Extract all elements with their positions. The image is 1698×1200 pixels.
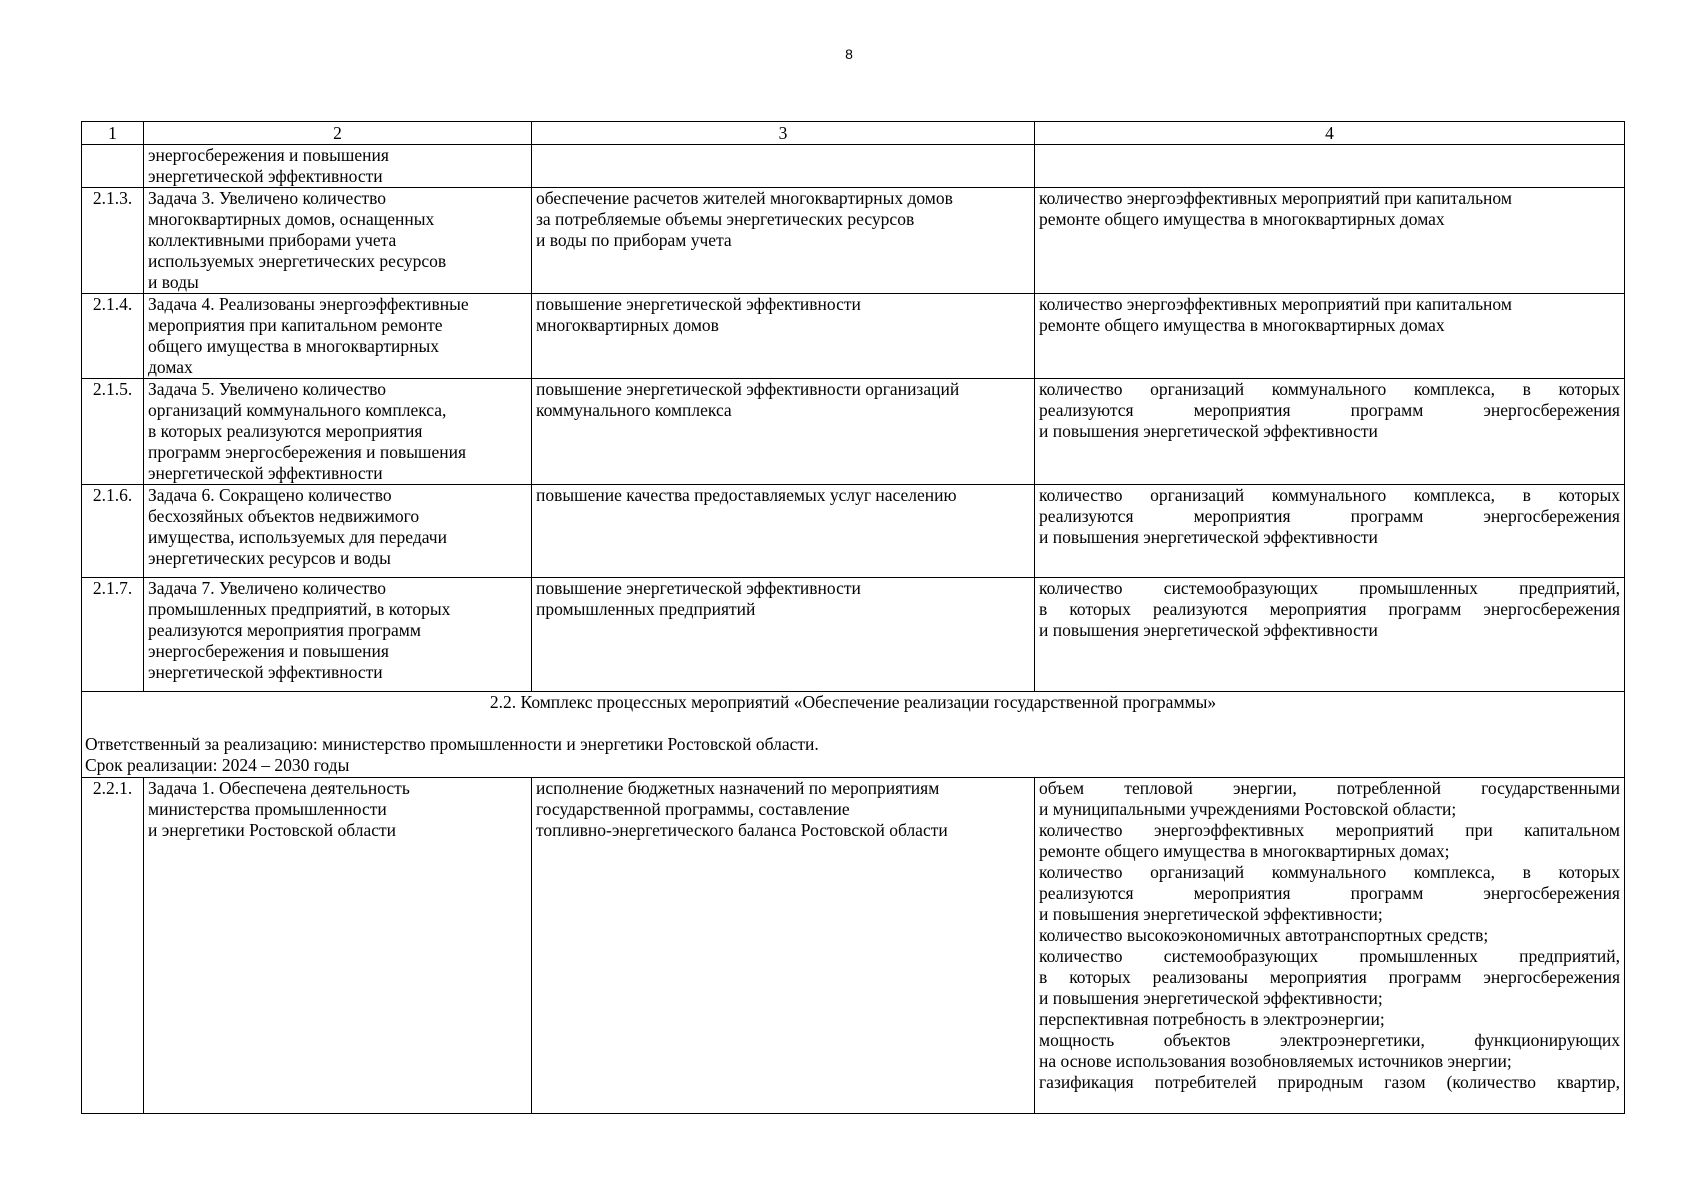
result-cell-line: повышение энергетической эффективности <box>536 294 861 314</box>
result-cell <box>532 578 1035 692</box>
task-cell-line: и воды <box>148 272 199 292</box>
indicator-cell-line: количество системообразующих промышленных предприятий, <box>1039 578 1620 598</box>
task-cell-line: бесхозяйных объектов недвижимого <box>148 506 420 526</box>
result-cell-line: повышение качества предоставляемых услуг населению <box>536 485 957 505</box>
indicator-cell <box>1035 379 1625 485</box>
task-cell <box>144 379 532 485</box>
indicator-cell-line: количество энергоэффективных мероприятий при капитальном <box>1039 294 1512 314</box>
indicator-cell-line: объем тепловой энергии, потребленной государственными <box>1039 778 1620 798</box>
indicator-cell-line: количество высокоэкономичных автотранспортных средств; <box>1039 925 1489 945</box>
task-cell <box>144 294 532 379</box>
result-cell-line: топливно-энергетического баланса Ростовской области <box>536 820 948 840</box>
task-cell-line: энергетической эффективности <box>148 463 383 483</box>
indicator-cell-line: и муниципальными учреждениями Ростовской области; <box>1039 799 1457 819</box>
row-number: 2.1.3. <box>82 188 144 294</box>
table-row <box>82 778 1625 1114</box>
task-cell-line: многоквартирных домов, оснащенных <box>148 209 435 229</box>
result-cell <box>532 188 1035 294</box>
task-cell-line: мероприятия при капитальном ремонте <box>148 315 443 335</box>
task-cell-line: в которых реализуются мероприятия <box>148 421 423 441</box>
indicator-cell-line: количество организаций коммунального комплекса, в которых <box>1039 485 1620 505</box>
row-number: 2.1.7. <box>82 578 144 692</box>
task-cell-line: энергетической эффективности <box>148 166 383 186</box>
task-cell-line: используемых энергетических ресурсов <box>148 251 447 271</box>
result-cell-line: промышленных предприятий <box>536 599 756 619</box>
task-cell <box>144 778 532 1114</box>
indicator-cell-line: перспективная потребность в электроэнергии; <box>1039 1009 1385 1029</box>
indicator-cell-line: ремонте общего имущества в многоквартирных домах <box>1039 315 1445 335</box>
indicator-cell-line: количество системообразующих промышленных предприятий, <box>1039 946 1620 966</box>
indicator-cell <box>1035 578 1625 692</box>
header-cell-1: 1 <box>82 122 144 145</box>
result-cell <box>532 145 1035 188</box>
task-cell-line: программ энергосбережения и повышения <box>148 442 467 462</box>
page-number: 8 <box>845 46 853 62</box>
indicator-cell-line: реализуются мероприятия программ энергосбережения <box>1039 883 1620 903</box>
indicator-cell-line: количество организаций коммунального комплекса, в которых <box>1039 379 1620 399</box>
indicator-cell-line: и повышения энергетической эффективности; <box>1039 988 1383 1008</box>
result-cell-line: коммунального комплекса <box>536 400 732 420</box>
program-table <box>81 121 1625 1114</box>
table-row <box>82 578 1625 692</box>
section-title: 2.2. Комплекс процессных мероприятий «Обеспечение реализации государственной программы» <box>489 692 1217 712</box>
result-cell <box>532 379 1035 485</box>
result-cell-line: повышение энергетической эффективности <box>536 578 861 598</box>
table-row <box>82 485 1625 578</box>
task-cell-line: Задача 3. Увеличено количество <box>148 188 386 208</box>
table-row <box>82 294 1625 379</box>
indicator-cell-line: ремонте общего имущества в многоквартирных домах; <box>1039 841 1450 861</box>
section-row <box>82 692 1625 778</box>
indicator-cell-line: количество энергоэффективных мероприятий при капитальном <box>1039 188 1512 208</box>
task-cell-line: домах <box>148 357 193 377</box>
task-cell-line: энергосбережения и повышения <box>148 641 389 661</box>
task-cell-line: и энергетики Ростовской области <box>148 820 397 840</box>
result-cell-line: государственной программы, составление <box>536 799 850 819</box>
task-cell-line: организаций коммунального комплекса, <box>148 400 447 420</box>
task-cell-line: Задача 1. Обеспечена деятельность <box>148 778 410 798</box>
indicator-cell-line: и повышения энергетической эффективности <box>1039 620 1378 640</box>
indicator-cell-line: в которых реализованы мероприятия программ энергосбережения <box>1039 967 1620 987</box>
header-row <box>82 122 1625 145</box>
task-cell <box>144 485 532 578</box>
task-cell-line: Задача 7. Увеличено количество <box>148 578 386 598</box>
table-row <box>82 188 1625 294</box>
indicator-cell-line: и повышения энергетической эффективности; <box>1039 904 1383 924</box>
header-cell-3: 3 <box>532 122 1035 145</box>
indicator-cell <box>1035 485 1625 578</box>
indicator-cell-line: ремонте общего имущества в многоквартирных домах <box>1039 209 1445 229</box>
result-cell <box>532 485 1035 578</box>
section-cell <box>82 692 1625 778</box>
task-cell-line: энергосбережения и повышения <box>148 145 389 165</box>
task-cell-line: имущества, используемых для передачи <box>148 527 447 547</box>
result-cell <box>532 294 1035 379</box>
row-number <box>82 145 144 188</box>
indicator-cell <box>1035 188 1625 294</box>
task-cell-line: Задача 5. Увеличено количество <box>148 379 386 399</box>
result-cell-line: многоквартирных домов <box>536 315 719 335</box>
indicator-cell-line: мощность объектов электроэнергетики, функционирующих <box>1039 1030 1620 1050</box>
indicator-cell <box>1035 294 1625 379</box>
task-cell-line: энергетической эффективности <box>148 662 383 682</box>
row-number: 2.1.5. <box>82 379 144 485</box>
task-cell-line: общего имущества в многоквартирных <box>148 336 439 356</box>
task-cell <box>144 145 532 188</box>
section-spacer <box>85 713 1621 734</box>
row-number: 2.1.6. <box>82 485 144 578</box>
header-cell-4: 4 <box>1035 122 1625 145</box>
task-cell-line: Задача 6. Сокращено количество <box>148 485 392 505</box>
indicator-cell-line: реализуются мероприятия программ энергосбережения <box>1039 506 1620 526</box>
indicator-cell-line: и повышения энергетической эффективности <box>1039 527 1378 547</box>
indicator-cell-line: и повышения энергетической эффективности <box>1039 421 1378 441</box>
result-cell <box>532 778 1035 1114</box>
table-row <box>82 145 1625 188</box>
result-cell-line: и воды по приборам учета <box>536 230 732 250</box>
task-cell-line: коллективными приборами учета <box>148 230 397 250</box>
row-number: 2.1.4. <box>82 294 144 379</box>
indicator-cell <box>1035 145 1625 188</box>
task-cell-line: промышленных предприятий, в которых <box>148 599 451 619</box>
result-cell-line: исполнение бюджетных назначений по мероприятиям <box>536 778 940 798</box>
section-responsible: Ответственный за реализацию: министерство промышленности и энергетики Ростовской области. <box>85 734 819 754</box>
task-cell-line: министерства промышленности <box>148 799 387 819</box>
table-row <box>82 379 1625 485</box>
task-cell-line: реализуются мероприятия программ <box>148 620 421 640</box>
indicator-cell-line: в которых реализуются мероприятия программ энергосбережения <box>1039 599 1620 619</box>
row-number: 2.2.1. <box>82 778 144 1114</box>
indicator-cell-line: газификация потребителей природным газом (количество квартир, <box>1039 1072 1620 1092</box>
indicator-cell-line: на основе использования возобновляемых источников энергии; <box>1039 1051 1512 1071</box>
indicator-cell-line: реализуются мероприятия программ энергосбережения <box>1039 400 1620 420</box>
task-cell-line: энергетических ресурсов и воды <box>148 548 391 568</box>
task-cell <box>144 578 532 692</box>
indicator-cell-line: количество организаций коммунального комплекса, в которых <box>1039 862 1620 882</box>
result-cell-line: повышение энергетической эффективности организаций <box>536 379 960 399</box>
header-cell-2: 2 <box>144 122 532 145</box>
section-term: Срок реализации: 2024 – 2030 годы <box>85 755 350 775</box>
indicator-cell <box>1035 778 1625 1114</box>
task-cell-line: Задача 4. Реализованы энергоэффективные <box>148 294 469 314</box>
result-cell-line: за потребляемые объемы энергетических ресурсов <box>536 209 915 229</box>
result-cell-line: обеспечение расчетов жителей многоквартирных домов <box>536 188 953 208</box>
indicator-cell-line: количество энергоэффективных мероприятий при капитальном <box>1039 820 1620 840</box>
task-cell <box>144 188 532 294</box>
